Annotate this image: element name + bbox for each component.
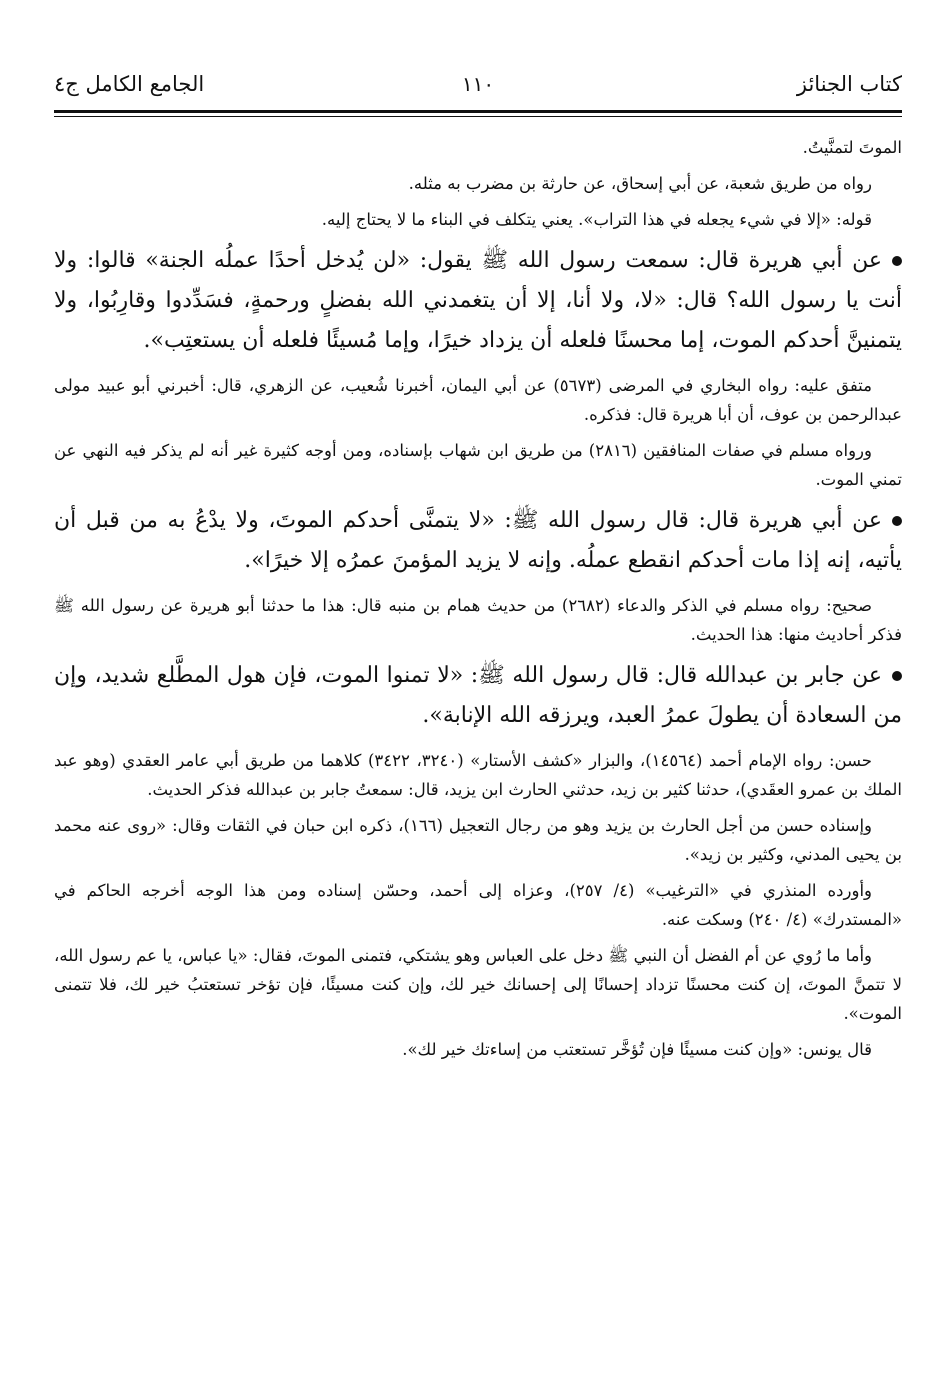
hadith-paragraph: [54, 241, 902, 361]
paragraph-note: وإسناده حسن من أجل الحارث بن يزيد وهو من رجال التعجيل (١٦٦)، ذكره ابن حبان في الثقات وقال: «روى عنه محمد بن يحيى المدني، وكثير بن زيد».: [54, 816, 902, 864]
paragraph-note: قال يونس: «وإن كنت مسيئًا فإن تُؤخَّر تستعتب من إساءتك خير لك».: [402, 1040, 872, 1059]
paragraph-continuation: الموتَ لتمنَّيتُ.: [802, 138, 902, 157]
header-rule-thick: [54, 110, 902, 113]
paragraph-takhrij: حسن: رواه الإمام أحمد (١٤٥٦٤)، والبزار «كشف الأستار» (٣٢٤٠، ٣٤٢٢) كلاهما من طريق أبي عامر العقدي (وهو عبد الملك بن عمرو العقَدي)، حدثنا كثير بن زيد، حدثني الحارث ابن يزيد، قال: سمعتُ جابر بن عبدالله فذكر الحديث.: [54, 751, 902, 799]
paragraph-note: وأما ما رُوي عن أم الفضل أن النبي ﷺ دخل على العباس وهو يشتكي، فتمنى الموتَ، فقال: «يا عباس، يا عم رسول الله، لا تتمنَّ الموتَ، إن كنت محسنًا تزداد إحسانًا إلى إحسانك خير لك، وإن كنت مسيئًا، فإن تؤخر تستعتبُ خير لك، فلا تتمنى الموت».: [54, 946, 902, 1023]
paragraph-note: وأورده المنذري في «الترغيب» (٤/ ٢٥٧)، وعزاه إلى أحمد، وحسّن إسناده ومن هذا الوجه أخرجه الحاكم في «المستدرك» (٤/ ٢٤٠) وسكت عنه.: [54, 881, 902, 929]
chapter-title: كتاب الجنائز: [796, 72, 902, 96]
hadith-paragraph: [54, 501, 902, 581]
bullet-icon: [892, 256, 902, 266]
hadith-text: عن جابر بن عبدالله قال: قال رسول الله ﷺ: «لا تمنوا الموت، فإن هول المطَّلع شديد، وإن من السعادة أن يطولَ عمرُ العبد، ويرزقه الله الإنابة».: [54, 663, 902, 728]
bullet-icon: [892, 516, 902, 526]
paragraph-takhrij: متفق عليه: رواه البخاري في المرضى (٥٦٧٣) عن أبي اليمان، أخبرنا شُعيب، عن الزهري، قال: أخبرني أبو عبيد مولى عبدالرحمن بن عوف، أن أبا هريرة قال: فذكره.: [54, 376, 902, 424]
paragraph-takhrij: ورواه مسلم في صفات المنافقين (٢٨١٦) من طريق ابن شهاب بإسناده، ومن أوجه كثيرة غير أنه لم يذكر فيه النهي عن تمني الموت.: [54, 441, 902, 489]
paragraph-note: رواه من طريق شعبة، عن أبي إسحاق، عن حارثة بن مضرب به مثله.: [408, 174, 872, 193]
page-body: [54, 133, 902, 1064]
book-title: الجامع الكامل ج٤: [54, 72, 205, 96]
hadith-text: عن أبي هريرة قال: قال رسول الله ﷺ: «لا يتمنَّى أحدكم الموتَ، ولا يدْعُ به من قبل أن يأتيه، إنه إذا مات أحدكم انقطع عملُه. وإنه لا يزيد المؤمنَ عمرُه إلا خيرًا».: [54, 508, 902, 573]
hadith-text: عن أبي هريرة قال: سمعت رسول الله ﷺ يقول: «لن يُدخل أحدًا عملُه الجنة» قالوا: ولا أنت يا رسول الله؟ قال: «لا، ولا أنا، إلا أن يتغمدني الله بفضلٍ ورحمةٍ، فسَدِّدوا وقارِبُوا، ولا يتمنينَّ أحدكم الموت، إما محسنًا فلعله أن يزداد خيرًا، وإما مُسيئًا فلعله أن يستعتِب».: [54, 248, 902, 353]
header-rule-thin: [54, 116, 902, 117]
hadith-paragraph: [54, 656, 902, 736]
page-number: ١١٠: [461, 72, 495, 96]
paragraph-takhrij: صحيح: رواه مسلم في الذكر والدعاء (٢٦٨٢) من حديث همام بن منبه قال: هذا ما حدثنا أبو هريرة عن رسول الله ﷺ فذكر أحاديث منها: هذا الحديث.: [54, 596, 902, 644]
bullet-icon: [892, 671, 902, 681]
page-header: [54, 60, 902, 102]
page: [54, 60, 902, 1340]
paragraph-note: قوله: «إلا في شيء يجعله في هذا التراب». يعني يتكلف في البناء ما لا يحتاج إليه.: [321, 210, 872, 229]
